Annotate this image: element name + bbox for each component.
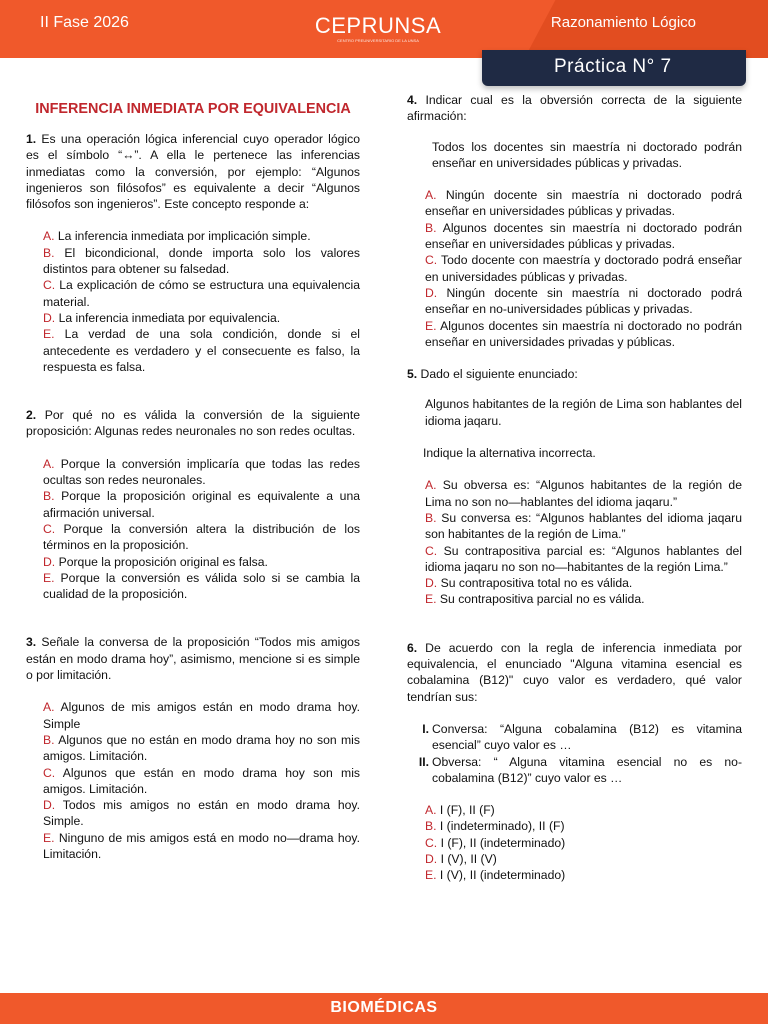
option-d: D. Su contrapositiva total no es válida.: [425, 576, 633, 591]
logo-subtitle: CENTRO PREUNIVERSITARIO DE LA UNSA: [337, 38, 419, 43]
question-2: [26, 407, 360, 602]
option-c: C. La explicación de cómo se estructura una equivalencia material.: [43, 278, 360, 309]
course-name: Razonamiento Lógico: [550, 14, 696, 31]
option-c: C. Su contrapositiva parcial es: “Algunos hablantes del idioma jaqaru no son no—habitantes de la región Lima.”: [425, 543, 742, 574]
option-c: C. Todo docente con maestría y doctorado podrá enseñar en universidades públicas y privadas.: [425, 253, 742, 284]
question-6: [407, 640, 742, 884]
option-b: B. Algunos docentes sin maestría ni doctorado podrán enseñar en universidades públicas y privadas.: [425, 220, 742, 252]
option-a: A. La inferencia inmediata por implicación simple.: [43, 229, 311, 244]
options-list: [43, 456, 360, 603]
option-a: A. Su obversa es: “Algunos habitantes de la región de Lima no son no—hablantes del idioma jaqaru.”: [425, 478, 742, 509]
statement-i: I. Conversa: “Alguna cobalamina (B12) es vitamina esencial” cuyo valor es …: [422, 721, 742, 753]
option-b: B. Su conversa es: “Algunos hablantes del idioma jaqaru son habitantes de la región de Lima.”: [425, 510, 742, 542]
instruction: Indique la alternativa incorrecta.: [423, 446, 596, 461]
option-e: E. Ninguno de mis amigos está en modo no—drama hoy. Limitación.: [43, 830, 360, 861]
option-d: D. I (V), II (V): [425, 851, 497, 866]
option-e: E. Algunos docentes sin maestría ni doctorado no podrán enseñar en universidades privadas y públicas.: [425, 318, 742, 349]
question-1: [26, 131, 360, 375]
option-a: A. Ningún docente sin maestría ni doctorado podrá enseñar en universidades públicas y privadas.: [425, 188, 742, 219]
statement-ii: II. Obversa: “ Alguna vitamina esencial no es no-cobalamina (B12)” cuyo valor es …: [418, 754, 742, 785]
question-4: [407, 92, 742, 350]
option-b: B. Porque la proposición original es equivalente a una afirmación universal.: [43, 489, 360, 520]
section-title: INFERENCIA INMEDIATA POR EQUIVALENCIA: [35, 101, 351, 117]
option-e: E. Porque la conversión es válida solo si se cambia la cualidad de la proposición.: [43, 570, 360, 602]
option-c: C. Porque la conversión altera la distribución de los términos en la proposición.: [43, 521, 360, 553]
options-list: [43, 699, 360, 862]
options-list: [43, 228, 360, 375]
options-list: [425, 802, 742, 883]
left-column: [26, 96, 360, 878]
question-5: [407, 366, 742, 608]
option-e: E. I (V), II (indeterminado): [425, 868, 566, 883]
right-column: [407, 92, 742, 900]
options-list: [425, 187, 742, 350]
question-stem: 4. Indicar cual es la obversión correcta de la siguiente afirmación:: [407, 93, 742, 124]
page-footer: [0, 993, 768, 1024]
option-a: A. I (F), II (F): [425, 803, 495, 818]
question-stem: 1. Es una operación lógica inferencial cuyo operador lógico es el símbolo “↔”. A ella le pertenece las inferencias inmediatas como la conversión, por ejemplo: “Algunos ingenieros son filósofos” es equivalente a decir “Algunos filósofos son ingenieros”. Este concepto responde a:: [26, 132, 360, 212]
option-a: A. Porque la conversión implicaría que todas las redes ocultas son redes neuronales.: [43, 456, 360, 488]
option-d: D. Porque la proposición original es falsa.: [43, 554, 268, 569]
statement: Algunos habitantes de la región de Lima son hablantes del idioma jaqaru.: [425, 397, 742, 428]
option-b: B. El bicondicional, donde importa solo los valores distintos para obtener su falsedad.: [43, 245, 360, 277]
option-c: C. Algunos que están en modo drama hoy son mis amigos. Limitación.: [43, 765, 360, 796]
question-stem: 6. De acuerdo con la regla de inferencia inmediata por equivalencia, el enunciado "Alguna vitamina esencial es cobalamina (B12)" cuyo valor es verdadero, qué valor tendrían sus:: [407, 640, 742, 704]
footer-label: BIOMÉDICAS: [330, 999, 438, 1016]
option-c: C. I (F), II (indeterminado): [425, 835, 566, 850]
question-3: [26, 634, 360, 862]
ceprunsa-logo: [310, 14, 446, 43]
practice-badge: [482, 50, 746, 86]
option-d: D. Ningún docente sin maestría ni doctorado podrá enseñar en no-universidades públicas y privadas.: [425, 285, 742, 317]
option-d: D. Todos mis amigos no están en modo drama hoy. Simple.: [43, 798, 360, 829]
exam-phase: II Fase 2026: [40, 14, 129, 31]
option-d: D. La inferencia inmediata por equivalencia.: [43, 310, 281, 325]
question-stem: 2. Por qué no es válida la conversión de la siguiente proposición: Algunas redes neuronales no son redes ocultas.: [26, 408, 360, 439]
statement: Todos los docentes sin maestría ni doctorado podrán enseñar en universidades públicas y privadas.: [432, 139, 742, 170]
option-e: E. Su contrapositiva parcial no es válida.: [425, 592, 645, 607]
question-stem: 5. Dado el siguiente enunciado:: [407, 367, 578, 382]
option-b: B. Algunos que no están en modo drama hoy no son mis amigos. Limitación.: [43, 732, 360, 764]
logo-word: CEPRUNSA: [314, 13, 442, 38]
practice-number: Práctica N° 7: [554, 56, 672, 77]
option-e: E. La verdad de una sola condición, donde si el antecedente es verdadero y el consecuente es falso, la respuesta es falsa.: [43, 327, 360, 374]
question-stem: 3. Señale la conversa de la proposición “Todos mis amigos están en modo drama hoy”, asimismo, mencione si es simple o por limitación.: [26, 635, 360, 683]
options-list: [425, 477, 742, 607]
option-a: A. Algunos de mis amigos están en modo drama hoy. Simple: [43, 700, 360, 731]
option-b: B. I (indeterminado), II (F): [425, 819, 565, 834]
